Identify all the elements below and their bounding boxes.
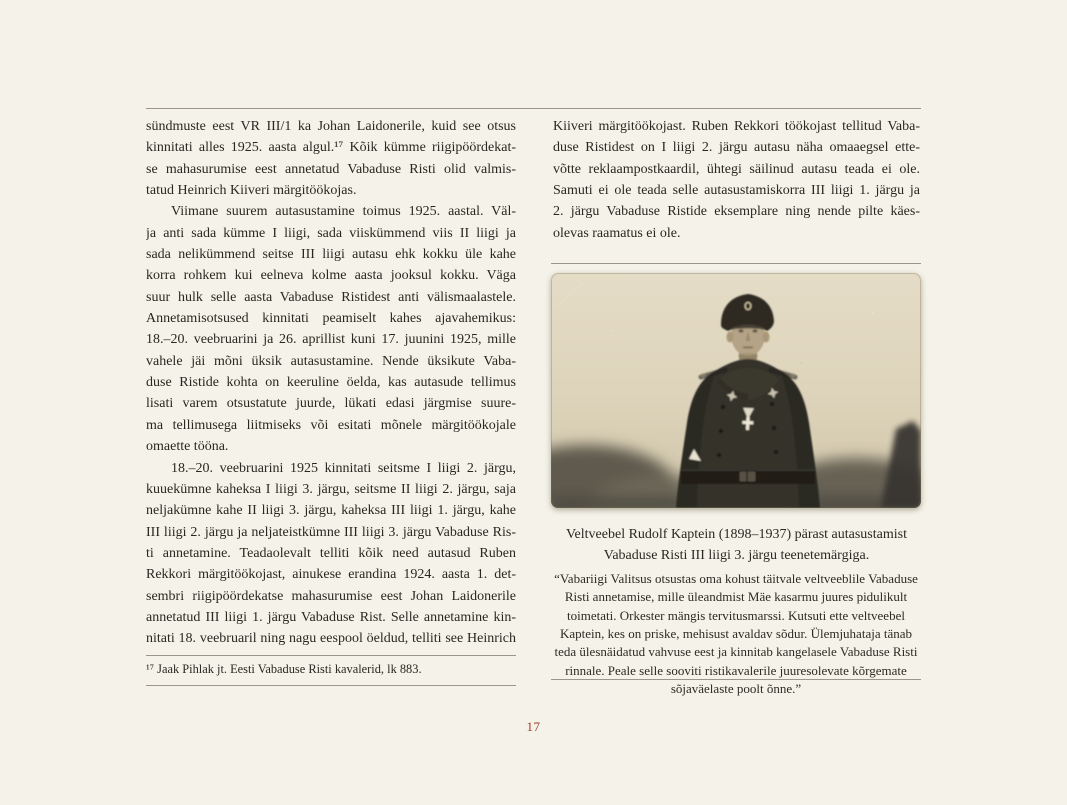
- quote-bottom-divider: [551, 679, 921, 680]
- footnote-block: [146, 655, 516, 686]
- paragraph: [146, 458, 516, 650]
- text-line: suur hulk selle aasta Vabaduse Ristidest anti välismaalastele.: [146, 289, 516, 305]
- paragraph: [146, 116, 516, 201]
- text-line: duse Ristide kohta on keeruline öelda, kas autasude tellimus: [146, 375, 516, 391]
- text-line: teda ülesnäidatud vahvuse eest ja kinnitab kangelasele Vabaduse Risti: [554, 644, 918, 660]
- paragraph: [553, 116, 920, 244]
- text-line: ja anti sada kümme I liigi, sada viiskümmend viis II liigi ja: [146, 225, 516, 241]
- right-text-column: [553, 116, 920, 244]
- left-text-column: [146, 116, 516, 650]
- text-line: 18.–20. veebruarini ja 26. aprillist kuni 17. juunini 1925, mille: [146, 332, 516, 348]
- text-line: sada nelikümmend seitse III liigi autasu ehk kokku üle kahe: [146, 247, 516, 263]
- soldier-photograph: [551, 273, 921, 508]
- text-line: 18.–20. veebruarini 1925 kinnitati seitsme I liigi 2. järgu,: [171, 460, 516, 476]
- text-line: korra rohkem kui eelneva kolme aasta jooksul kokku. Väga: [146, 268, 516, 284]
- text-line: toimetati. Orkester mängis tervitusmarssi. Kutsuti ette veltveebel: [567, 607, 905, 623]
- text-line: annetatud III liigi 1. järgu Vabaduse Rist. Selle annetamine kin-: [146, 609, 516, 625]
- text-line: Samuti ei ole teada selle autasustamiskorra III liigi 1. järgu ja: [553, 183, 920, 199]
- text-line: kinnitati alles 1925. aasta algul.¹⁷ Kõik kümme riigipöördekat-: [146, 140, 516, 156]
- text-line: ti annetamine. Teadaolevalt telliti kõik need autasud Ruben: [146, 545, 516, 561]
- text-line: võtte reklaampostkaardil, ühtegi säilinud autasu teada ei ole.: [553, 161, 920, 177]
- text-line: lisati varem otsustatute juurde, lükati edasi järgmise suure-: [146, 396, 516, 412]
- text-line: se mahasurumise eest annetatud Vabaduse Risti olid valmis-: [146, 161, 516, 177]
- text-line: vahele jäi mõni üksik autasustamine. Nende üksikute Vaba-: [146, 353, 516, 369]
- text-line: III liigi 2. järgu ja neljateistkümne III liigi 3. järgu Vabaduse Ris-: [146, 524, 516, 540]
- photo-caption: [553, 524, 920, 566]
- text-line: 2. järgu Vabaduse Ristide eksemplare ning nende pilte käes-: [553, 204, 920, 220]
- text-line: Vabaduse Risti III liigi 3. järgu teenetemärgiga.: [603, 548, 870, 563]
- text-line: Risti annetamise, mille üleandmist Mäe kasarmu juures pidulikult: [564, 589, 908, 605]
- text-line: Veltveebel Rudolf Kaptein (1898–1937) pärast autasustamist: [566, 527, 907, 542]
- paragraph: [146, 201, 516, 457]
- text-line: Kiiveri märgitöökojast. Ruben Rekkori töökojast tellitud Vaba-: [553, 119, 920, 134]
- text-line: rinnale. Peale selle sooviti ristikavalerile juuresolevate kõrgemate: [565, 662, 907, 678]
- photo-top-divider: [551, 263, 921, 264]
- text-line: neljakümne kahe II liigi 3. järgu, kaheksa III liigi 1. järgu, kahe: [146, 503, 516, 519]
- text-line: nitati 18. veebruaril ning nagu eespool öeldud, telliti see Heinrich: [146, 631, 516, 647]
- text-line: “Vabariigi Valitsus otsustas oma kohust täitvale veltveeblile Vabaduse: [554, 571, 918, 586]
- text-line: tatud Heinrich Kiiveri märgitöökojas.: [146, 183, 357, 199]
- text-line: sündmuste eest VR III/1 ka Johan Laidonerile, kuid see otsus: [146, 119, 516, 134]
- text-line: Kaptein, kes on priske, mehisust avaldav sõdur. Ülemjuhataja tänab: [560, 626, 912, 642]
- header-divider: [146, 108, 921, 109]
- text-line: sembri riigipöördekatse mahasurumise eest Johan Laidonerile: [146, 588, 516, 604]
- text-line: Annetamisotsused kinnitati peamiselt kahes ajavahemikus:: [146, 311, 516, 327]
- text-line: Viimane suurem autasustamine toimus 1925. aastal. Väl-: [171, 204, 516, 220]
- text-line: sõjaväelaste poolt õnne.”: [670, 681, 802, 697]
- soldier-photograph-image: [551, 273, 921, 508]
- page-number: 17: [526, 719, 541, 734]
- text-line: duse Ristidest on I liigi 2. järgu autasu näha omaaegsel ette-: [553, 140, 920, 156]
- text-line: omaette tööna.: [146, 439, 229, 455]
- footnote-text: ¹⁷ Jaak Pihlak jt. Eesti Vabaduse Risti kavalerid, lk 883.: [146, 662, 422, 676]
- text-line: Rekkori märgitöökojast, ainukese erandina 1924. aasta 1. det-: [146, 567, 516, 583]
- text-line: kuuekümne kaheksa I liigi 3. järgu, seitsme II liigi 2. järgu, saja: [146, 481, 516, 497]
- text-line: olevas raamatus ei ole.: [553, 225, 681, 241]
- text-line: ma tellimusega liitmiseks või esitati mõnele märgitöökojale: [146, 417, 516, 433]
